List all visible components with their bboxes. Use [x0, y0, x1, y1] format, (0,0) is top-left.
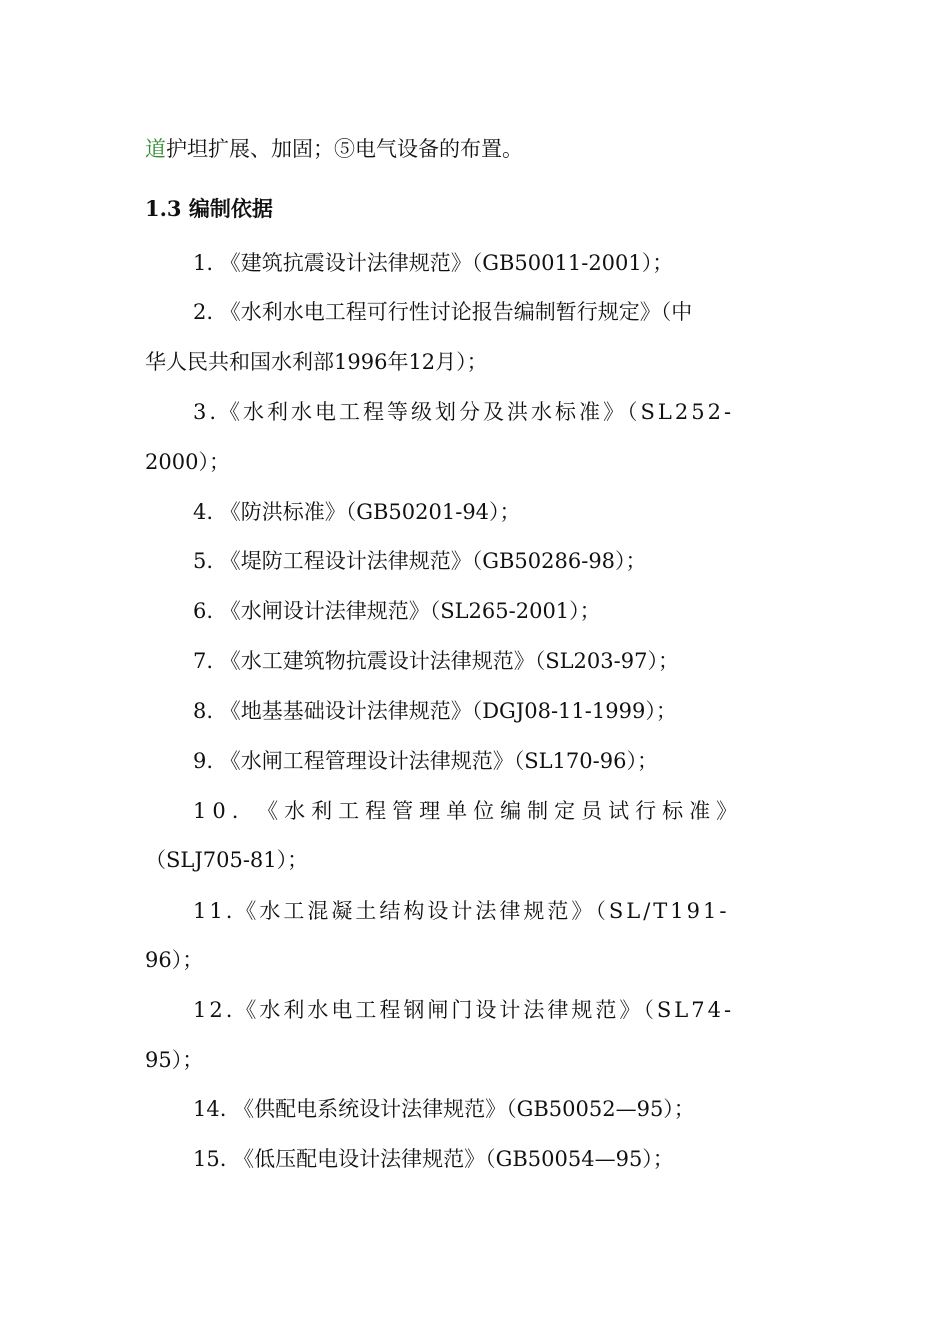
reference-item-11: 11.《水工混凝土结构设计法律规范》（SL/T191-: [193, 899, 730, 923]
reference-item-4: 4. 《防洪标准》（GB50201-94）；: [193, 500, 521, 524]
reference-item-2: 2. 《水利水电工程可行性讨论报告编制暂行规定》（中: [193, 300, 693, 324]
reference-item-1: 1. 《建筑抗震设计法律规范》（GB50011-2001）；: [193, 251, 674, 275]
highlighted-char: 道: [145, 137, 166, 161]
reference-item-10-cont: （SLJ705-81）；: [145, 848, 309, 872]
reference-item-12: 12.《水利水电工程钢闸门设计法律规范》（SL74-: [193, 998, 735, 1022]
reference-item-3-cont: 2000）；: [145, 450, 230, 474]
reference-item-14: 14. 《供配电系统设计法律规范》（GB50052—95）；: [193, 1097, 695, 1121]
reference-item-3: 3.《水利水电工程等级划分及洪水标准》（SL252-: [193, 400, 735, 424]
intro-text: 护坦扩展、加固；⑤电气设备的布置。: [166, 137, 523, 161]
reference-item-15: 15. 《低压配电设计法律规范》（GB50054—95）；: [193, 1147, 674, 1171]
reference-item-12-cont: 95）；: [145, 1048, 204, 1072]
intro-line: [145, 134, 815, 164]
reference-item-8: 8. 《地基基础设计法律规范》（DGJ08-11-1999）；: [193, 699, 677, 723]
reference-item-6: 6. 《水闸设计法律规范》（SL265-2001）；: [193, 599, 601, 623]
reference-item-11-cont: 96）；: [145, 948, 204, 972]
reference-item-5: 5. 《堤防工程设计法律规范》（GB50286-98）；: [193, 549, 647, 573]
reference-item-10: 10. 《水利工程管理单位编制定员试行标准》: [193, 799, 744, 823]
reference-item-2-cont: 华人民共和国水利部1996年12月）；: [145, 350, 488, 374]
reference-item-9: 9. 《水闸工程管理设计法律规范》（SL170-96）；: [193, 749, 658, 773]
section-heading: 1.3 编制依据: [145, 196, 273, 221]
reference-item-7: 7. 《水工建筑物抗震设计法律规范》（SL203-97）；: [193, 649, 679, 673]
